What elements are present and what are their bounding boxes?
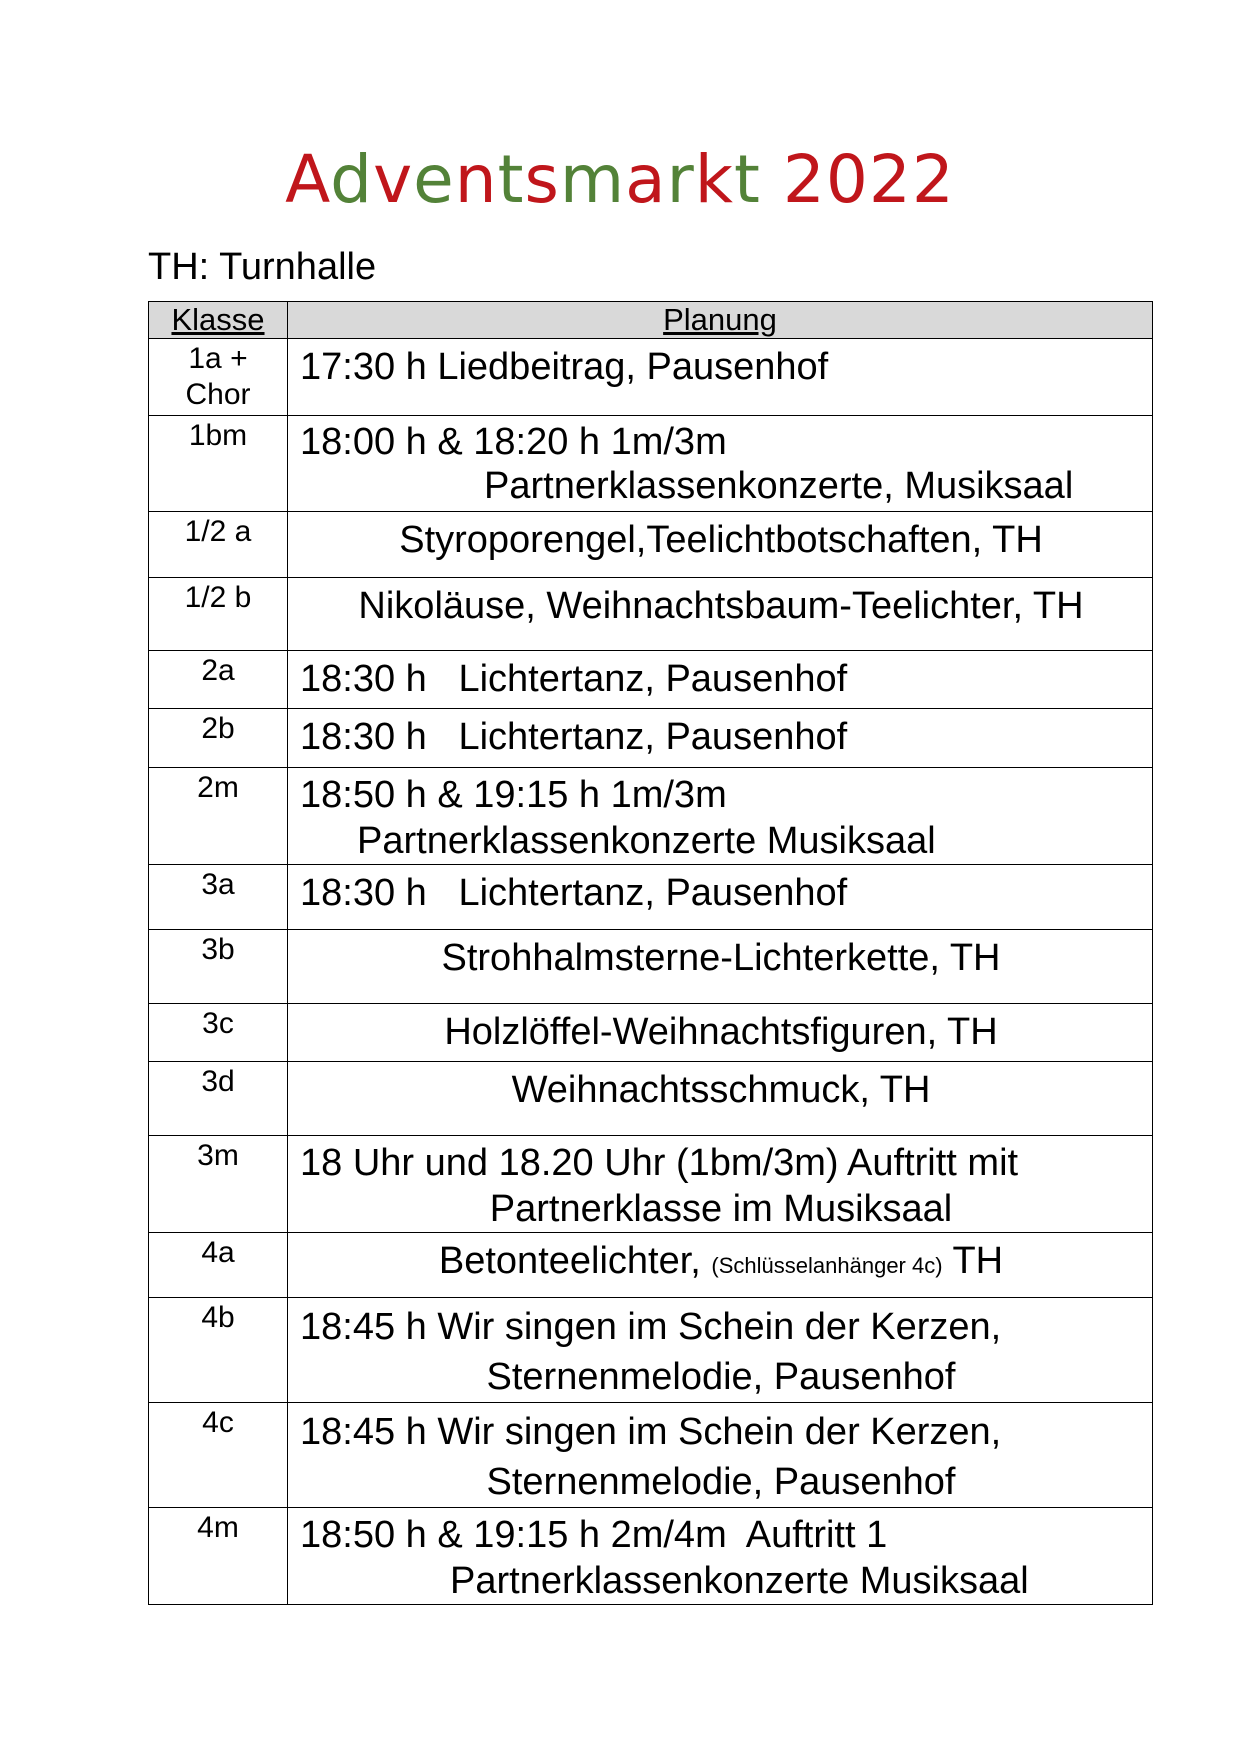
title-char: s	[524, 141, 560, 218]
table-row	[149, 578, 1153, 651]
plan-line: Partnerklasse im Musiksaal	[489, 1188, 953, 1230]
title-char: a	[625, 141, 667, 218]
plan-line: 18:50 h & 19:15 h 1m/3m	[300, 774, 727, 816]
plan-line: 18:00 h & 18:20 h 1m/3m	[300, 421, 727, 463]
table-row	[149, 651, 1153, 709]
plan-line: Partnerklassenkonzerte, Musiksaal	[484, 465, 1074, 507]
plan-line-end: TH	[952, 1240, 1004, 1282]
cell-planung	[288, 1062, 1153, 1136]
plan-line: Strohhalmsterne-Lichterkette, TH	[441, 937, 1001, 979]
title-char: k	[694, 141, 734, 218]
title-year: 2022	[782, 141, 955, 218]
cell-klasse: 1/2 a	[149, 512, 288, 578]
cell-planung	[288, 1233, 1153, 1298]
plan-line: 18:45 h Wir singen im Schein der Kerzen,	[300, 1306, 1002, 1348]
title-char: m	[559, 141, 626, 218]
cell-klasse: 4m	[149, 1508, 288, 1605]
title-char: d	[330, 141, 374, 218]
table-row	[149, 339, 1153, 416]
plan-note: (Schlüsselanhänger 4c)	[711, 1253, 943, 1278]
cell-planung	[288, 865, 1153, 930]
table-row	[149, 768, 1153, 865]
table-header-row	[149, 302, 1153, 339]
cell-planung	[288, 1403, 1153, 1508]
cell-klasse: 4c	[149, 1403, 288, 1508]
cell-klasse: 2a	[149, 651, 288, 709]
plan-line: 17:30 h Liedbeitrag, Pausenhof	[300, 346, 829, 388]
subtitle: TH: Turnhalle	[148, 246, 377, 288]
plan-line: Weihnachtsschmuck, TH	[511, 1069, 931, 1111]
cell-klasse: 3b	[149, 930, 288, 1004]
page-title	[0, 140, 1240, 220]
plan-line: 18:30 h Lichtertanz, Pausenhof	[300, 658, 848, 700]
cell-klasse: 3m	[149, 1136, 288, 1233]
cell-klasse: 2b	[149, 709, 288, 768]
cell-planung	[288, 1004, 1153, 1062]
title-char: r	[666, 141, 695, 218]
plan-line: 18:50 h & 19:15 h 2m/4m Auftritt 1	[300, 1514, 888, 1556]
schedule-table	[148, 301, 1153, 1605]
plan-line: 18:30 h Lichtertanz, Pausenhof	[300, 716, 848, 758]
plan-line: Styroporengel,Teelichtbotschaften, TH	[399, 519, 1043, 561]
cell-klasse: 3d	[149, 1062, 288, 1136]
table-row	[149, 416, 1153, 512]
cell-klasse: 3c	[149, 1004, 288, 1062]
table-row	[149, 1233, 1153, 1298]
cell-planung	[288, 930, 1153, 1004]
plan-line: 18 Uhr und 18.20 Uhr (1bm/3m) Auftritt mit	[300, 1142, 1019, 1184]
cell-planung	[288, 1508, 1153, 1605]
cell-klasse: 3a	[149, 865, 288, 930]
cell-klasse: 2m	[149, 768, 288, 865]
cell-planung	[288, 416, 1153, 512]
title-char: t	[733, 141, 761, 218]
cell-planung	[288, 512, 1153, 578]
cell-klasse: 1a + Chor	[149, 339, 288, 416]
plan-line: 18:45 h Wir singen im Schein der Kerzen,	[300, 1411, 1002, 1453]
table-row	[149, 1004, 1153, 1062]
cell-klasse: 4b	[149, 1298, 288, 1403]
table-row	[149, 709, 1153, 768]
plan-line: Sternenmelodie, Pausenhof	[486, 1356, 956, 1398]
plan-line: Nikoläuse, Weihnachtsbaum-Teelichter, TH	[358, 585, 1084, 627]
cell-planung	[288, 339, 1153, 416]
title-char: v	[373, 141, 414, 218]
table-row	[149, 1298, 1153, 1403]
table-row	[149, 865, 1153, 930]
plan-line: 18:30 h Lichtertanz, Pausenhof	[300, 872, 848, 914]
cell-planung	[288, 768, 1153, 865]
cell-planung	[288, 1136, 1153, 1233]
cell-klasse: 1bm	[149, 416, 288, 512]
table-row	[149, 1403, 1153, 1508]
cell-klasse: 1/2 b	[149, 578, 288, 651]
plan-line: Holzlöffel-Weihnachtsfiguren, TH	[444, 1011, 998, 1053]
table-row	[149, 512, 1153, 578]
header-klasse: Klasse	[149, 302, 288, 339]
header-planung: Planung	[288, 302, 1153, 339]
title-char: e	[413, 141, 455, 218]
title-char: A	[285, 141, 331, 218]
plan-line: Sternenmelodie, Pausenhof	[486, 1461, 956, 1503]
cell-planung	[288, 1298, 1153, 1403]
title-char: n	[454, 141, 498, 218]
cell-planung	[288, 578, 1153, 651]
plan-line: Betonteelichter,	[438, 1240, 701, 1282]
table-row	[149, 1508, 1153, 1605]
plan-line: Partnerklassenkonzerte Musiksaal	[357, 820, 936, 862]
cell-planung	[288, 709, 1153, 768]
cell-klasse: 4a	[149, 1233, 288, 1298]
plan-line: Partnerklassenkonzerte Musiksaal	[450, 1560, 1029, 1602]
title-char: t	[497, 141, 525, 218]
table-row	[149, 930, 1153, 1004]
title-char	[761, 141, 783, 218]
table-row	[149, 1062, 1153, 1136]
cell-planung	[288, 651, 1153, 709]
table-row	[149, 1136, 1153, 1233]
